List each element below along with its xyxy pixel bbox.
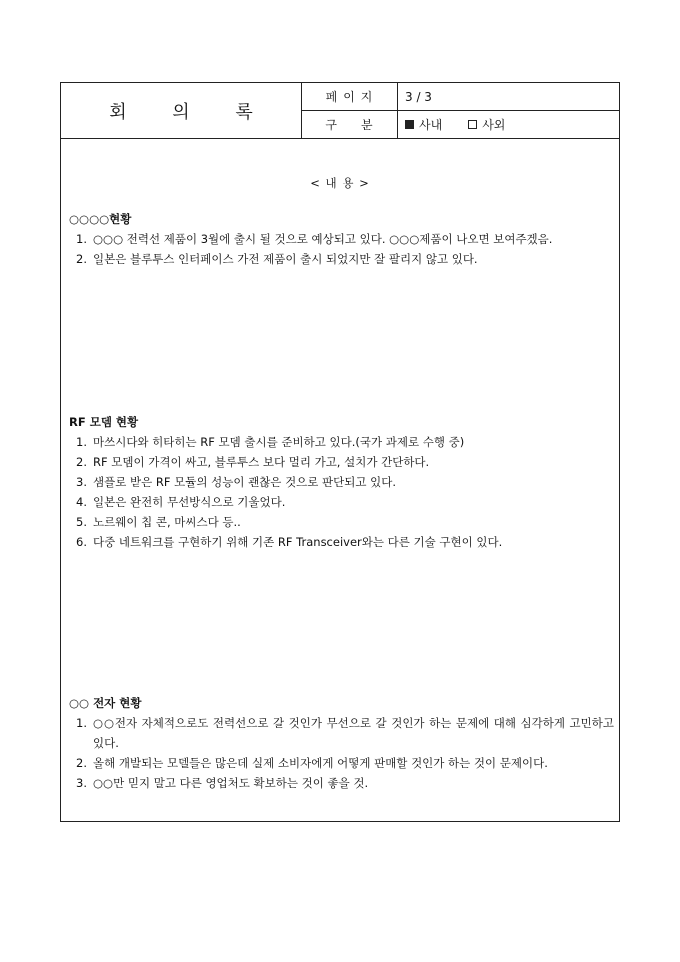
page-label: 페이지 bbox=[325, 90, 379, 104]
section-status-1 bbox=[69, 209, 614, 269]
section-title: ○○○○현황 bbox=[69, 212, 132, 226]
checkbox-external bbox=[468, 120, 477, 129]
checkbox-internal bbox=[405, 120, 414, 129]
document-title: 회 의 록 bbox=[109, 101, 273, 123]
list-item: 1. ○○○ 전력선 제품이 3월에 출시 될 것으로 예상되고 있다. ○○○제품이 나오면 보여주겠음. bbox=[76, 232, 553, 246]
section-title: ○○ 전자 현황 bbox=[69, 696, 142, 710]
list-item: 3. ○○만 믿지 말고 다른 영업처도 확보하는 것이 좋을 것. bbox=[76, 776, 369, 790]
document-header bbox=[61, 83, 619, 139]
category-options bbox=[405, 111, 505, 138]
option-internal-label: 사내 bbox=[419, 118, 443, 132]
list-item: 2. 올해 개발되는 모델들은 많은데 실제 소비자에게 어떻게 판매할 것인가 하는 것이 문제이다. bbox=[76, 756, 548, 770]
section-title: RF 모뎀 현황 bbox=[69, 415, 139, 429]
list-item: 4. 일본은 완전히 무선방식으로 기울었다. bbox=[76, 495, 286, 509]
list-item: 1. ○○전자 자체적으로도 전력선으로 갈 것인가 무선으로 갈 것인가 하는 문제에 대해 심각하게 고민하고 있다. bbox=[76, 716, 614, 750]
list-item: 1. 마쓰시다와 히타히는 RF 모뎀 출시를 준비하고 있다.(국가 과제로 수행 중) bbox=[76, 435, 465, 449]
content-heading: < 내 용 > bbox=[310, 176, 370, 190]
list-item: 6. 다중 네트워크를 구현하기 위해 기존 RF Transceiver와는 다른 기술 구현이 있다. bbox=[76, 535, 503, 549]
section-rf-modem bbox=[69, 412, 614, 552]
page-value: 3 / 3 bbox=[405, 89, 432, 104]
list-item: 5. 노르웨이 칩 콘, 마씨스다 등.. bbox=[76, 515, 241, 529]
category-label: 구분 bbox=[325, 118, 397, 132]
meeting-minutes-document bbox=[60, 82, 620, 822]
list-item: 3. 샘플로 받은 RF 모듈의 성능이 괜찮은 것으로 판단되고 있다. bbox=[76, 475, 397, 489]
list-item: 2. 일본은 블루투스 인터페이스 가전 제품이 출시 되었지만 잘 팔리지 않고 있다. bbox=[76, 252, 478, 266]
list-item: 2. RF 모뎀이 가격이 싸고, 블루투스 보다 멀리 가고, 설치가 간단하다. bbox=[76, 455, 430, 469]
section-electronics bbox=[69, 693, 614, 793]
option-external-label: 사외 bbox=[482, 118, 506, 132]
